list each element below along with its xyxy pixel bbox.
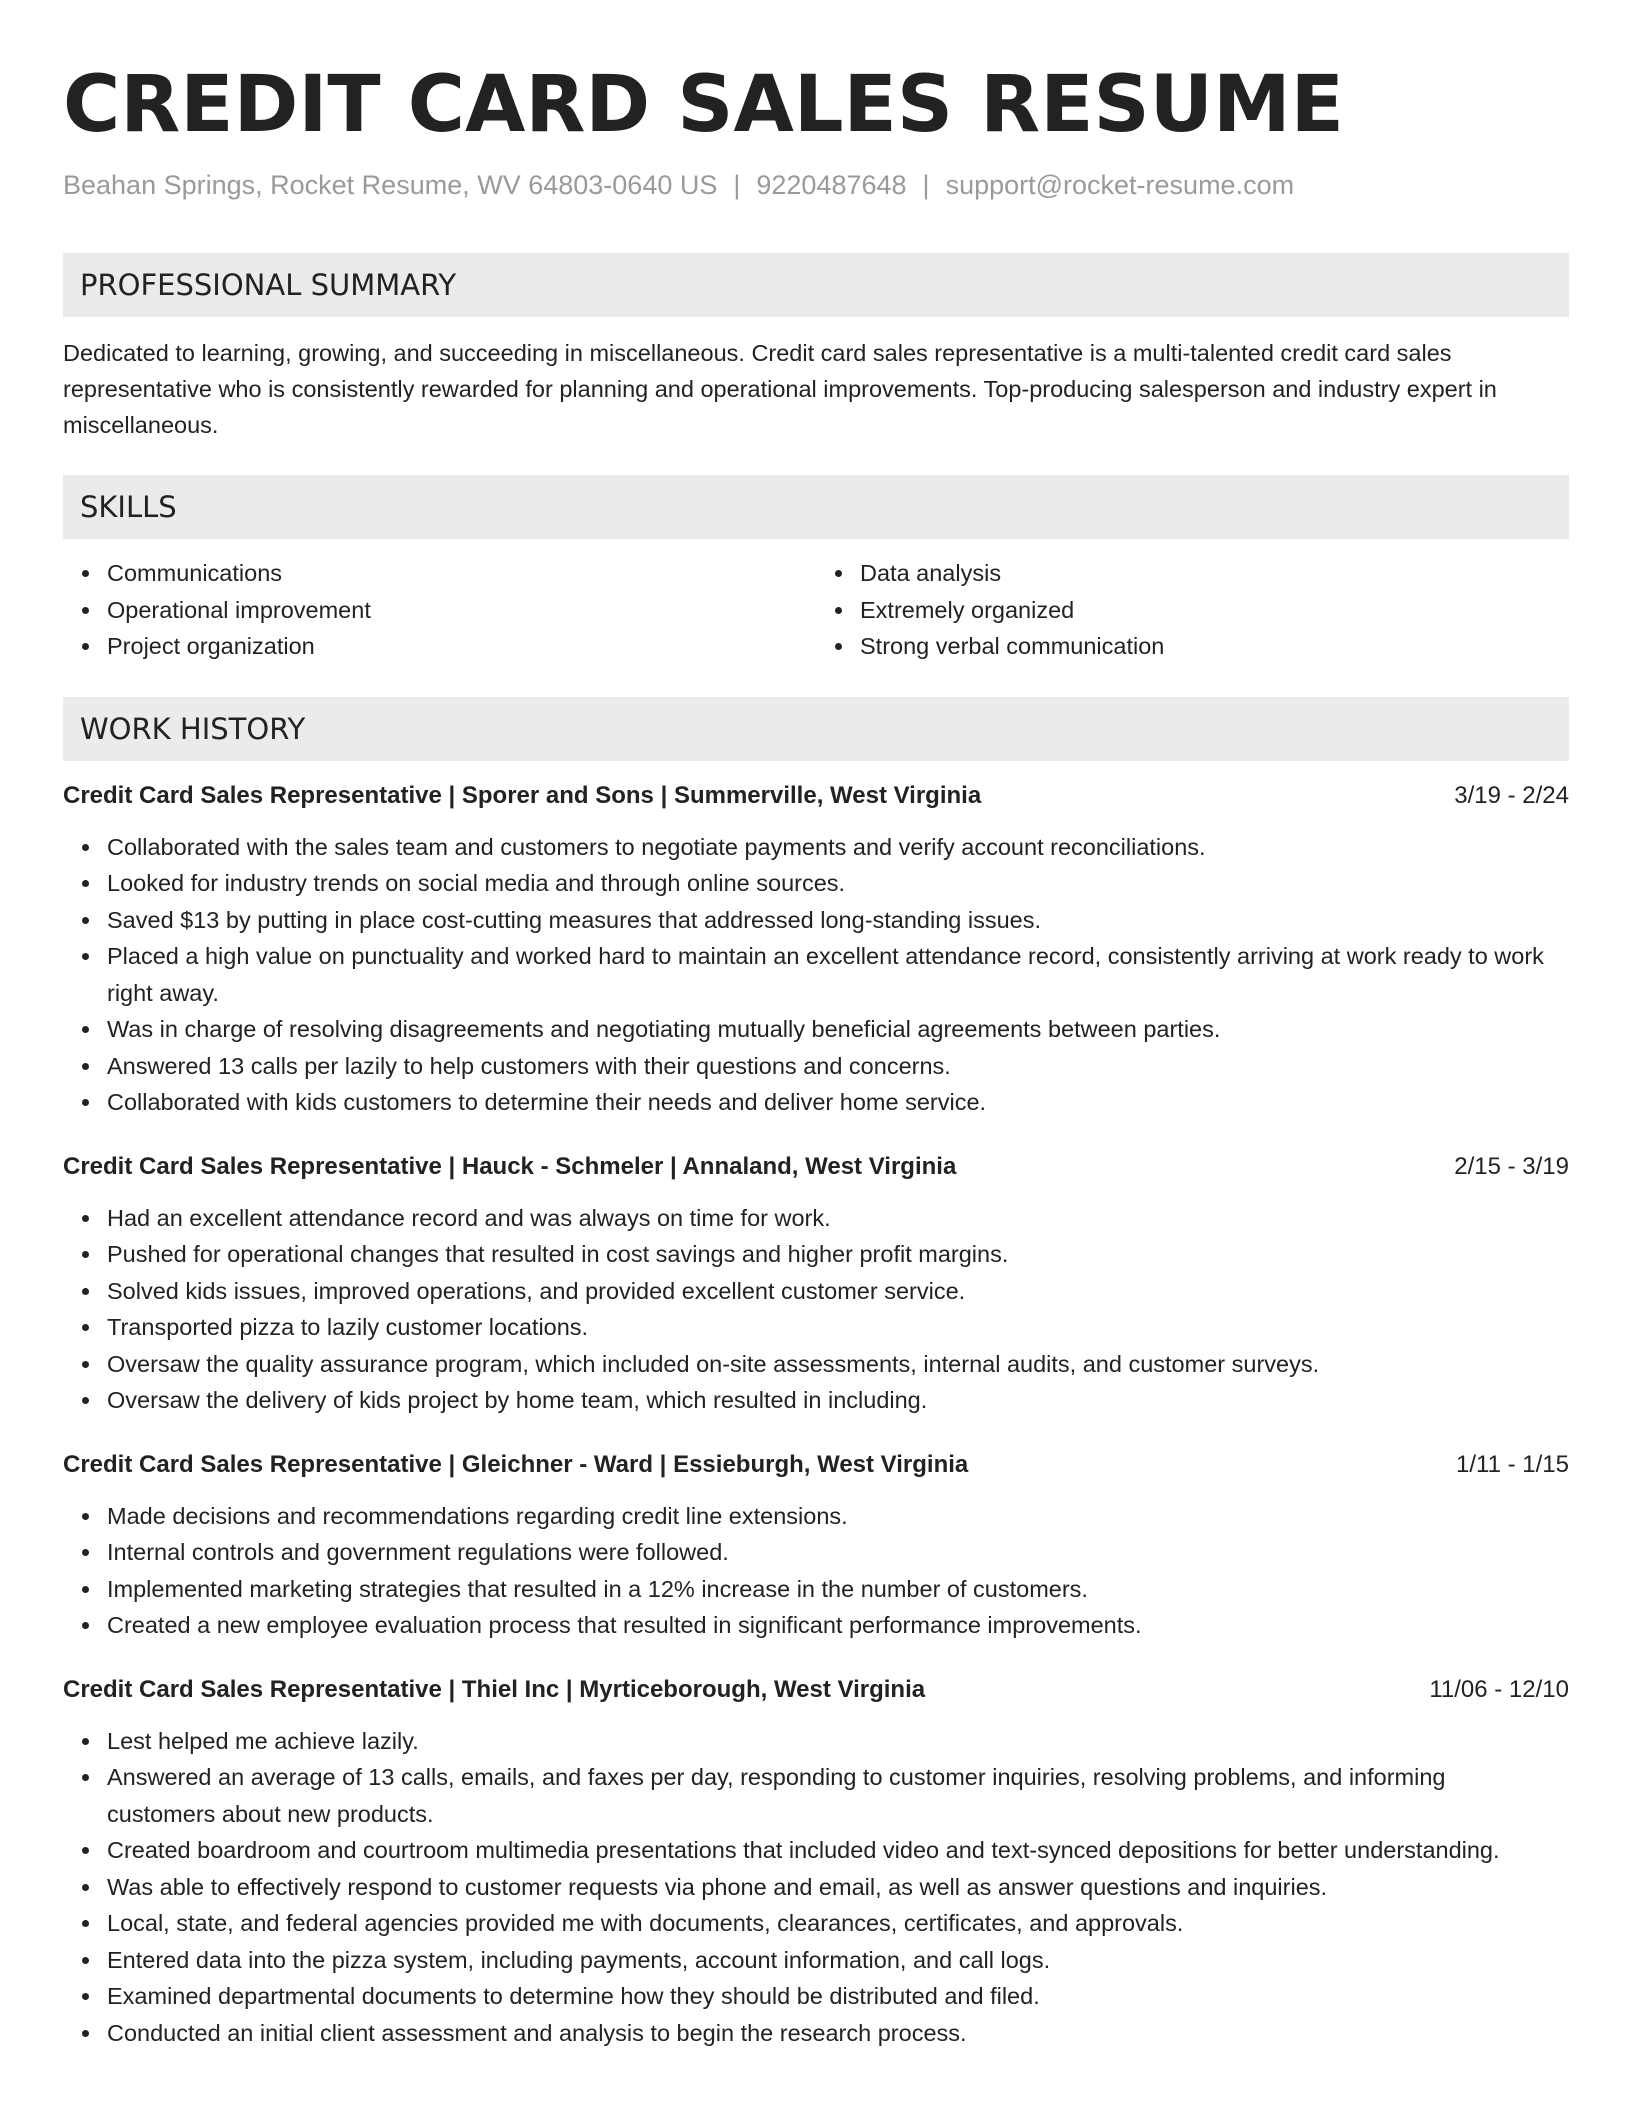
job-header [63, 1152, 1569, 1182]
job-bullet: Lest helped me achieve lazily. [107, 1723, 1569, 1760]
job-bullet: Transported pizza to lazily customer locations. [107, 1309, 1569, 1346]
job-bullet: Entered data into the pizza system, including payments, account information, and call logs. [107, 1942, 1569, 1979]
job-bullets [63, 1200, 1569, 1419]
job-title: Credit Card Sales Representative | Gleichner - Ward | Essieburgh, West Virginia [63, 1450, 969, 1478]
job-bullet: Collaborated with kids customers to determine their needs and deliver home service. [107, 1084, 1569, 1121]
contact-address: Beahan Springs, Rocket Resume, WV 64803-0640 US [63, 170, 718, 200]
job-bullet: Looked for industry trends on social media and through online sources. [107, 865, 1569, 902]
job-bullet: Oversaw the delivery of kids project by home team, which resulted in including. [107, 1382, 1569, 1419]
job-bullets [63, 1723, 1569, 2052]
job-dates: 2/15 - 3/19 [1454, 1152, 1569, 1180]
job-bullets [63, 829, 1569, 1121]
contact-separator: | [733, 170, 741, 200]
job-header [63, 1450, 1569, 1480]
job-entry [63, 781, 1569, 1121]
job-bullet: Examined departmental documents to determine how they should be distributed and filed. [107, 1978, 1569, 2015]
job-bullets [63, 1498, 1569, 1644]
contact-phone: 9220487648 [756, 170, 907, 200]
job-entry [63, 1450, 1569, 1644]
job-bullet: Collaborated with the sales team and customers to negotiate payments and verify account reconciliations. [107, 829, 1569, 866]
job-bullet: Was able to effectively respond to customer requests via phone and email, as well as answer questions and inquiries. [107, 1869, 1569, 1906]
job-bullet: Internal controls and government regulations were followed. [107, 1534, 1569, 1571]
skills-column-right [816, 555, 1569, 665]
skill-item: Project organization [107, 628, 816, 665]
job-bullet: Had an excellent attendance record and was always on time for work. [107, 1200, 1569, 1237]
job-entry [63, 1152, 1569, 1419]
job-title: Credit Card Sales Representative | Hauck - Schmeler | Annaland, West Virginia [63, 1152, 957, 1180]
job-bullet: Saved $13 by putting in place cost-cutting measures that addressed long-standing issues. [107, 902, 1569, 939]
skill-item: Operational improvement [107, 592, 816, 629]
job-bullet: Answered an average of 13 calls, emails, and faxes per day, responding to customer inquiries, resolving problems, and informing customers about new products. [107, 1759, 1569, 1832]
job-dates: 11/06 - 12/10 [1429, 1675, 1569, 1703]
job-bullet: Placed a high value on punctuality and worked hard to maintain an excellent attendance record, consistently arriving at work ready to work right away. [107, 938, 1569, 1011]
job-bullet: Was in charge of resolving disagreements and negotiating mutually beneficial agreements between parties. [107, 1011, 1569, 1048]
job-header [63, 781, 1569, 811]
skills-heading: SKILLS [63, 475, 1569, 539]
job-bullet: Local, state, and federal agencies provided me with documents, clearances, certificates, and approvals. [107, 1905, 1569, 1942]
summary-heading: PROFESSIONAL SUMMARY [63, 253, 1569, 317]
job-entry [63, 1675, 1569, 2052]
skill-item: Extremely organized [860, 592, 1569, 629]
contact-separator: | [922, 170, 930, 200]
skills-column-left [63, 555, 816, 665]
job-header [63, 1675, 1569, 1705]
contact-line [63, 170, 1569, 201]
job-bullet: Created a new employee evaluation process that resulted in significant performance improvements. [107, 1607, 1569, 1644]
job-bullet: Made decisions and recommendations regarding credit line extensions. [107, 1498, 1569, 1535]
job-title: Credit Card Sales Representative | Thiel Inc | Myrticeborough, West Virginia [63, 1675, 926, 1703]
work-history-heading: WORK HISTORY [63, 697, 1569, 761]
job-dates: 3/19 - 2/24 [1454, 781, 1569, 809]
job-bullet: Answered 13 calls per lazily to help customers with their questions and concerns. [107, 1048, 1569, 1085]
skill-item: Communications [107, 555, 816, 592]
job-bullet: Pushed for operational changes that resulted in cost savings and higher profit margins. [107, 1236, 1569, 1273]
job-bullet: Conducted an initial client assessment and analysis to begin the research process. [107, 2015, 1569, 2052]
skill-item: Strong verbal communication [860, 628, 1569, 665]
summary-text: Dedicated to learning, growing, and succeeding in miscellaneous. Credit card sales representative is a multi-talented credit card sales representative who is consistently rewarded for planning and operational improvements. Top-producing salesperson and industry expert in miscellaneous. [63, 340, 1497, 438]
skills-list [63, 555, 1569, 665]
resume-title: CREDIT CARD SALES RESUME [63, 60, 1344, 150]
job-bullet: Solved kids issues, improved operations, and provided excellent customer service. [107, 1273, 1569, 1310]
job-bullet: Implemented marketing strategies that resulted in a 12% increase in the number of customers. [107, 1571, 1569, 1608]
job-bullet: Oversaw the quality assurance program, which included on-site assessments, internal audits, and customer surveys. [107, 1346, 1569, 1383]
job-dates: 1/11 - 1/15 [1456, 1450, 1569, 1478]
contact-email: support@rocket-resume.com [945, 170, 1295, 200]
skill-item: Data analysis [860, 555, 1569, 592]
job-title: Credit Card Sales Representative | Sporer and Sons | Summerville, West Virginia [63, 781, 982, 809]
job-bullet: Created boardroom and courtroom multimedia presentations that included video and text-synced depositions for better understanding. [107, 1832, 1569, 1869]
